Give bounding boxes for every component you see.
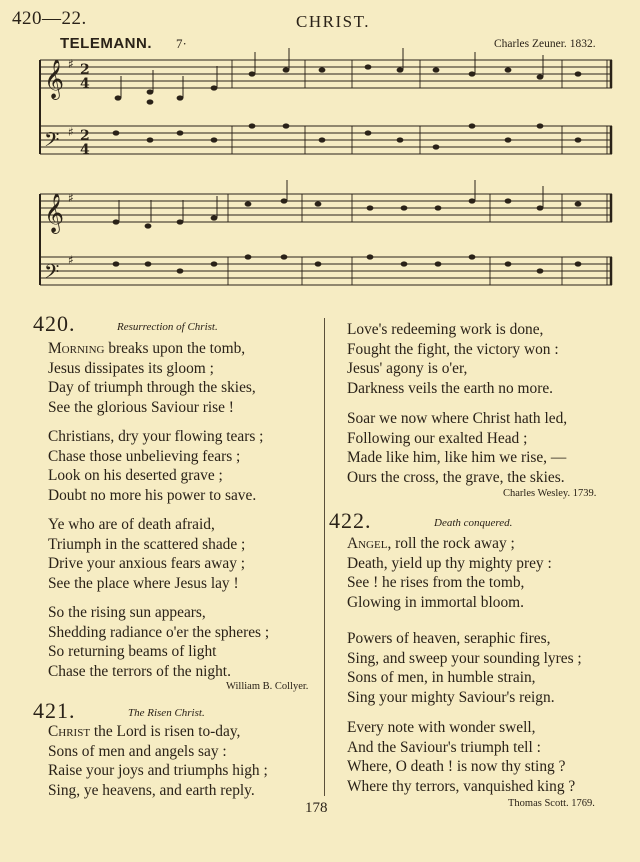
svg-text:♯: ♯	[68, 125, 74, 139]
svg-text:♯: ♯	[68, 253, 74, 267]
hymn-422-title: Death conquered.	[434, 517, 513, 529]
stanza-line: See ! he rises from the tomb,	[347, 574, 525, 591]
hymn-421-author: Charles Wesley. 1739.	[503, 488, 597, 499]
first-word: Morning	[48, 340, 105, 357]
stanza-line: Look on his deserted grave ;	[48, 467, 223, 484]
hymn-421-stanza-2	[347, 320, 559, 398]
stanza-line: Day of triumph through the skies,	[48, 379, 256, 396]
column-divider	[324, 318, 325, 796]
hymn-420-stanza-2	[48, 427, 263, 505]
svg-text:2: 2	[80, 62, 90, 78]
staff-system-1	[40, 60, 612, 154]
stanza-line: Love's redeeming work is done,	[347, 321, 544, 338]
stanza-line: So the rising sun appears,	[48, 604, 206, 621]
stanza-line: Sing, ye heavens, and earth reply.	[48, 781, 255, 799]
stanza-line: Death, yield up thy mighty prey :	[347, 554, 552, 572]
composer-year: 1832.	[569, 38, 596, 50]
first-word: Angel,	[347, 535, 392, 552]
page-number: 178	[305, 800, 328, 816]
svg-text:2: 2	[80, 128, 90, 144]
hymn-420-stanza-3	[48, 515, 245, 593]
stanza-line: Shedding radiance o'er the spheres ;	[48, 623, 270, 641]
stanza-line: Ye who are of death afraid,	[48, 516, 215, 533]
stanza-line: Fought the fight, the victory won :	[347, 340, 559, 358]
stanza-line: Morning breaks upon the tomb,	[48, 340, 246, 357]
svg-text:𝄞: 𝄞	[44, 193, 65, 233]
hymn-420-author: William B. Collyer.	[226, 681, 309, 692]
stanza-line: Powers of heaven, seraphic fires,	[347, 630, 551, 647]
hymn-420-stanza-4	[48, 603, 269, 681]
hymn-422-author: Thomas Scott. 1769.	[508, 798, 595, 809]
composer-name: Charles Zeuner.	[494, 38, 567, 50]
stanza-line: Sing, and sweep your sounding lyres ;	[347, 649, 582, 667]
stanza-line: See the glorious Saviour rise !	[48, 398, 234, 416]
section-title: CHRIST.	[296, 12, 370, 31]
stanza-line: So returning beams of light	[48, 643, 217, 660]
stanza-line: Sons of men and angels say :	[48, 742, 227, 760]
hymn-420-stanza-1	[48, 339, 256, 417]
stanza-line: Christians, dry your flowing tears ;	[48, 428, 264, 445]
hymn-420-title: Resurrection of Christ.	[117, 321, 218, 333]
stanza-line: Ours the cross, the grave, the skies.	[347, 468, 565, 486]
stanza-line: Made like him, like him we rise, —	[347, 449, 567, 466]
hymn-421-stanza-3	[347, 409, 567, 487]
hymn-422-stanza-2	[347, 629, 582, 707]
svg-text:♯: ♯	[68, 191, 74, 205]
stanza-line: Chase those unbelieving fears ;	[48, 447, 241, 465]
svg-text:𝄢: 𝄢	[44, 260, 60, 288]
stanza-line: Jesus dissipates its gloom ;	[48, 359, 214, 377]
stanza-line: Drive your anxious fears away ;	[48, 555, 246, 572]
stanza-line: Raise your joys and triumphs high ;	[48, 762, 268, 779]
stanza-line: See the place where Jesus lay !	[48, 574, 239, 592]
hymn-422-stanza-1	[347, 534, 552, 612]
stanza-line: Following our exalted Head ;	[347, 429, 528, 447]
svg-text:4: 4	[80, 76, 90, 92]
stanza-line: Jesus' agony is o'er,	[347, 360, 468, 377]
stanza-line: Chase the terrors of the night.	[48, 662, 231, 680]
hymn-range: 420—22.	[12, 8, 87, 29]
staff-system-2	[40, 194, 612, 285]
clefs	[44, 57, 90, 288]
hymn-420-number: 420.	[33, 311, 76, 336]
stanza-line: Glowing in immortal bloom.	[347, 593, 524, 611]
stanza-line: Christ the Lord is risen to-day,	[48, 723, 241, 740]
tune-meter: 7·	[176, 36, 187, 51]
stanza-line: Every note with wonder swell,	[347, 719, 536, 736]
hymn-421-title: The Risen Christ.	[128, 707, 205, 719]
svg-text:𝄞: 𝄞	[44, 59, 65, 99]
svg-text:𝄢: 𝄢	[44, 128, 60, 156]
stanza-line: Where, O death ! is now thy sting ?	[347, 758, 566, 775]
stanza-line: Triumph in the scattered shade ;	[48, 535, 246, 553]
svg-text:♯: ♯	[68, 57, 74, 71]
svg-text:4: 4	[80, 142, 90, 158]
stanza-line: Darkness veils the earth no more.	[347, 379, 554, 397]
hymn-422-number: 422.	[329, 508, 372, 533]
hymn-421-number: 421.	[33, 698, 76, 723]
hymn-421-stanza-1	[48, 722, 268, 800]
tune-name: TELEMANN.	[60, 35, 152, 52]
hymn-422-stanza-3	[347, 718, 575, 796]
first-word: Christ	[48, 723, 91, 740]
stanza-line: Sing your mighty Saviour's reign.	[347, 688, 555, 706]
stanza-line: Soar we now where Christ hath led,	[347, 410, 568, 427]
stanza-line: Sons of men, in humble strain,	[347, 669, 536, 686]
stanza-line: Doubt no more his power to save.	[48, 486, 257, 504]
stanza-line: Angel, roll the rock away ;	[347, 535, 515, 552]
stanza-line: And the Saviour's triumph tell :	[347, 738, 541, 756]
stanza-line: Where thy terrors, vanquished king ?	[347, 777, 576, 795]
music-score	[0, 0, 640, 300]
